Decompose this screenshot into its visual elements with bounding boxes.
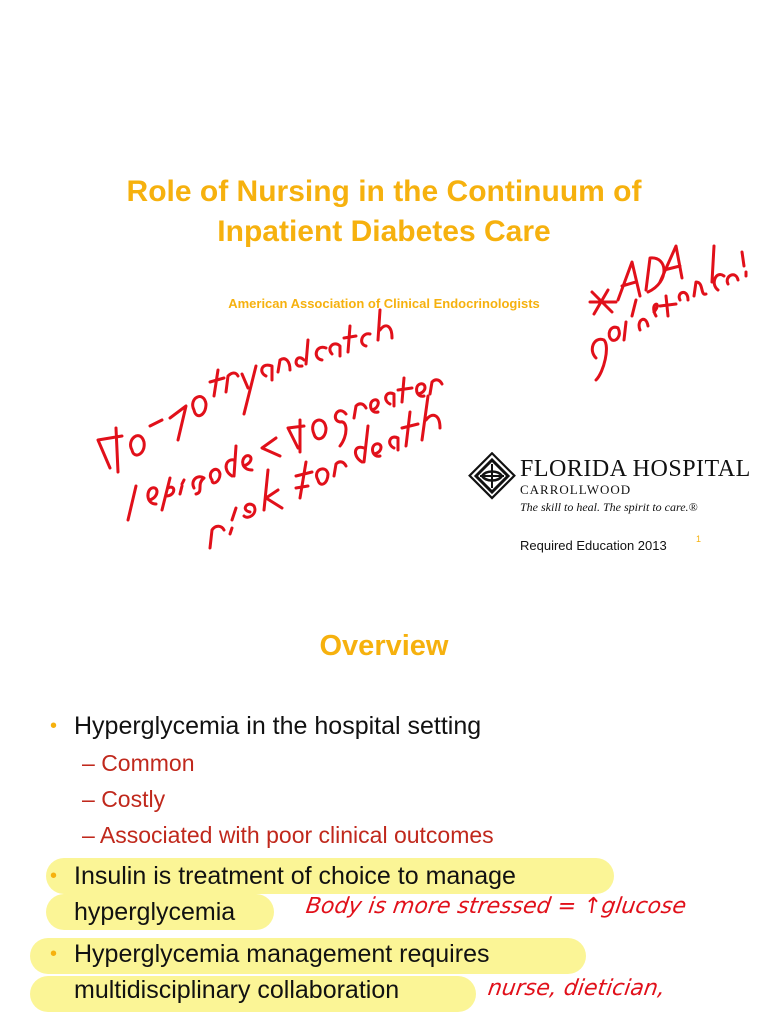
sub-bullet-text: Associated with poor clinical outcomes xyxy=(99,822,494,848)
bullet-dot: • xyxy=(50,865,58,887)
slide-subtitle: American Association of Clinical Endocrinologists xyxy=(228,296,540,311)
handwritten-annotation-stress: Body is more stressed = ↑glucose xyxy=(304,894,688,919)
bullet-text: Hyperglycemia in the hospital setting xyxy=(74,712,482,740)
handwriting-ada-note xyxy=(590,246,746,380)
overview-title: Overview xyxy=(319,630,449,662)
sub-bullet-text: Common xyxy=(101,750,195,776)
handwritten-annotation-team: nurse, dietician, xyxy=(486,976,667,1001)
logo-tagline: The skill to heal. The spirit to care.® xyxy=(520,500,698,514)
sub-bullet: – Common xyxy=(82,750,195,776)
bullet-text: multidisciplinary collaboration xyxy=(74,976,400,1004)
handwriting-episode-note xyxy=(128,378,442,548)
sub-bullet: – Associated with poor clinical outcomes xyxy=(82,822,494,848)
slide-title-line1: Role of Nursing in the Continuum of xyxy=(126,175,642,208)
handwriting-range-note xyxy=(98,310,392,472)
bullet-dot: • xyxy=(50,943,58,965)
bullet-text: Insulin is treatment of choice to manage xyxy=(74,862,516,890)
sub-bullet: – Costly xyxy=(82,786,166,812)
logo-name: FLORIDA HOSPITAL xyxy=(520,456,751,482)
overview-slide xyxy=(0,580,768,1024)
bullet-dot: • xyxy=(50,715,58,737)
slide-number: 1 xyxy=(696,534,702,544)
slide-title-line2: Inpatient Diabetes Care xyxy=(217,215,551,248)
bullet-text: Hyperglycemia management requires xyxy=(74,940,490,968)
footer-text: Required Education 2013 xyxy=(520,538,667,553)
bullet-text: hyperglycemia xyxy=(74,898,236,926)
logo-location: CARROLLWOOD xyxy=(520,482,632,497)
sub-bullet-text: Costly xyxy=(101,786,166,812)
